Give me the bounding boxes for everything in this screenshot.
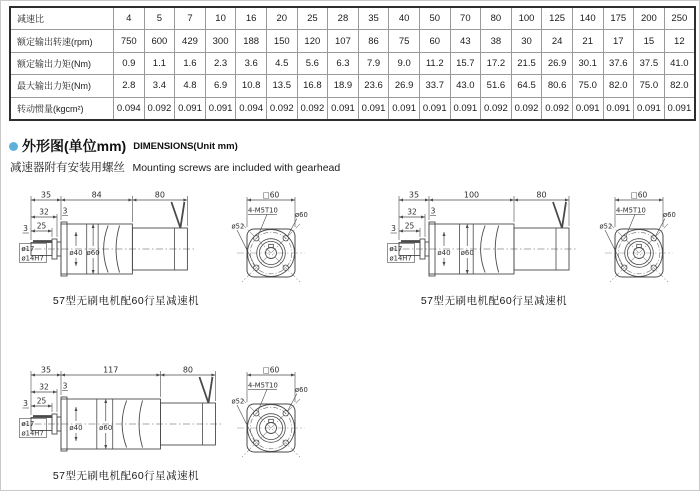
spec-row-label: 额定输出力矩(Nm) <box>10 52 114 74</box>
front-view-drawing <box>231 362 321 487</box>
dim-label: 3 <box>62 381 68 391</box>
dim-label: ø14H7 <box>389 254 412 263</box>
spec-cell: 250 <box>664 7 695 30</box>
spec-row-label: 减速比 <box>10 7 114 30</box>
spec-cell: 75 <box>389 30 420 52</box>
dim-label: 80 <box>154 190 165 200</box>
dim-label: 35 <box>40 365 52 375</box>
spec-cell: 43 <box>450 30 481 52</box>
dim-label: □60 <box>630 190 648 200</box>
spec-cell: 1.6 <box>175 52 206 74</box>
spec-cell: 64.5 <box>511 75 542 97</box>
spec-cell: 26.9 <box>389 75 420 97</box>
drawing-block-3 <box>19 362 321 490</box>
spec-cell: 21 <box>572 30 603 52</box>
spec-cell: 33.7 <box>419 75 450 97</box>
spec-cell: 0.091 <box>175 97 206 120</box>
spec-table-body <box>10 7 695 120</box>
section-note-cn: 减速器附有安装用螺丝 <box>10 162 125 174</box>
spec-cell: 150 <box>266 30 297 52</box>
spec-cell: 0.092 <box>144 97 175 120</box>
spec-row-label: 额定输出转速(rpm) <box>10 30 114 52</box>
spec-cell: 40 <box>389 7 420 30</box>
spec-cell: 80 <box>481 7 512 30</box>
table-row <box>10 75 695 97</box>
dim-label: 4-M5T10 <box>248 206 278 215</box>
spec-cell: 0.091 <box>419 97 450 120</box>
spec-cell: 100 <box>511 7 542 30</box>
spec-cell: 6.9 <box>205 75 236 97</box>
dim-label: 32 <box>39 382 49 392</box>
spec-cell: 10 <box>205 7 236 30</box>
spec-table <box>9 6 696 121</box>
spec-cell: 0.092 <box>542 97 573 120</box>
dim-label: ø14H7 <box>21 254 44 263</box>
spec-cell: 9.0 <box>389 52 420 74</box>
spec-cell: 23.6 <box>358 75 389 97</box>
spec-cell: 28 <box>328 7 359 30</box>
table-row <box>10 52 695 74</box>
spec-cell: 120 <box>297 30 328 52</box>
spec-cell: 3.6 <box>236 52 267 74</box>
spec-cell: 0.091 <box>389 97 420 120</box>
spec-cell: 0.094 <box>236 97 267 120</box>
dim-label: ø60 <box>460 249 474 257</box>
drawing-block-1 <box>19 187 321 315</box>
dim-label: 3 <box>23 224 28 233</box>
spec-cell: 16 <box>236 7 267 30</box>
spec-cell: 16.8 <box>297 75 328 97</box>
dim-label: □60 <box>262 190 280 200</box>
spec-cell: 7.9 <box>358 52 389 74</box>
spec-cell: 0.091 <box>205 97 236 120</box>
dim-label: ø17 <box>21 245 35 253</box>
dim-label: ø60 <box>295 211 308 219</box>
spec-cell: 12 <box>664 30 695 52</box>
dim-label: ø52 <box>599 222 613 231</box>
drawing-caption: 57型无刷电机配60行星减速机 <box>420 295 568 307</box>
spec-cell: 30 <box>511 30 542 52</box>
bullet-icon <box>9 142 18 151</box>
spec-cell: 18.9 <box>328 75 359 97</box>
spec-cell: 24 <box>542 30 573 52</box>
spec-cell: 188 <box>236 30 267 52</box>
dim-label: ø40 <box>69 249 83 257</box>
dim-label: 100 <box>463 190 480 200</box>
spec-cell: 82.0 <box>603 75 634 97</box>
dim-label: ø40 <box>69 424 83 432</box>
spec-cell: 0.091 <box>572 97 603 120</box>
section-note-row <box>10 158 340 176</box>
spec-cell: 80.6 <box>542 75 573 97</box>
spec-cell: 2.3 <box>205 52 236 74</box>
spec-cell: 200 <box>634 7 665 30</box>
dim-label: ø60 <box>295 386 308 394</box>
dim-label: 3 <box>62 206 68 216</box>
dimensions-section-header <box>9 136 340 176</box>
dim-label: ø14H7 <box>21 429 44 438</box>
spec-cell: 75.0 <box>634 75 665 97</box>
dim-label: 25 <box>36 221 47 231</box>
spec-cell: 82.0 <box>664 75 695 97</box>
spec-cell: 0.9 <box>114 52 145 74</box>
section-title-cn: 外形图(单位mm) <box>22 138 127 154</box>
spec-cell: 13.5 <box>266 75 297 97</box>
spec-cell: 0.092 <box>266 97 297 120</box>
spec-cell: 17 <box>603 30 634 52</box>
spec-cell: 25 <box>297 7 328 30</box>
spec-cell: 0.091 <box>328 97 359 120</box>
spec-cell: 175 <box>603 7 634 30</box>
spec-cell: 86 <box>358 30 389 52</box>
section-note-en: Mounting screws are included with gearhead <box>132 162 341 174</box>
dim-label: 3 <box>23 399 28 408</box>
spec-cell: 10.8 <box>236 75 267 97</box>
spec-cell: 41.0 <box>664 52 695 74</box>
dim-label: ø17 <box>389 245 403 253</box>
dim-label: 3 <box>430 206 436 216</box>
spec-cell: 300 <box>205 30 236 52</box>
dim-label: 32 <box>39 207 49 217</box>
dim-label: □60 <box>262 365 280 375</box>
spec-cell: 0.092 <box>511 97 542 120</box>
spec-cell: 15 <box>634 30 665 52</box>
spec-cell: 6.3 <box>328 52 359 74</box>
spec-cell: 38 <box>481 30 512 52</box>
dim-label: ø40 <box>437 249 451 257</box>
dim-label: 84 <box>91 190 102 200</box>
spec-cell: 11.2 <box>419 52 450 74</box>
dim-label: 25 <box>36 396 47 406</box>
dim-label: 80 <box>182 365 194 375</box>
spec-cell: 4.5 <box>266 52 297 74</box>
spec-cell: 35 <box>358 7 389 30</box>
spec-cell: 51.6 <box>481 75 512 97</box>
spec-cell: 37.5 <box>634 52 665 74</box>
spec-cell: 75.0 <box>572 75 603 97</box>
spec-cell: 37.6 <box>603 52 634 74</box>
spec-cell: 50 <box>419 7 450 30</box>
spec-cell: 0.094 <box>114 97 145 120</box>
spec-cell: 4.8 <box>175 75 206 97</box>
dim-label: 117 <box>103 365 119 375</box>
dim-label: ø60 <box>86 249 100 257</box>
spec-cell: 107 <box>328 30 359 52</box>
front-view-drawing <box>599 187 689 312</box>
dim-label: 25 <box>404 221 415 231</box>
spec-cell: 0.091 <box>634 97 665 120</box>
spec-cell: 140 <box>572 7 603 30</box>
spec-cell: 600 <box>144 30 175 52</box>
spec-row-label: 转动惯量(kgcm²) <box>10 97 114 120</box>
spec-cell: 0.091 <box>450 97 481 120</box>
drawing-block-2 <box>387 187 689 315</box>
spec-cell: 5.6 <box>297 52 328 74</box>
dim-label: 4-M5T10 <box>616 206 646 215</box>
dim-label: ø52 <box>231 222 245 231</box>
drawing-caption: 57型无刷电机配60行星减速机 <box>52 470 200 482</box>
dim-label: ø60 <box>99 424 113 432</box>
spec-cell: 15.7 <box>450 52 481 74</box>
spec-cell: 1.1 <box>144 52 175 74</box>
section-title-en: DIMENSIONS(Unit mm) <box>133 140 238 152</box>
drawing-caption: 57型无刷电机配60行星减速机 <box>52 295 200 307</box>
spec-cell: 0.092 <box>481 97 512 120</box>
spec-cell: 0.092 <box>297 97 328 120</box>
spec-cell: 30.1 <box>572 52 603 74</box>
spec-cell: 0.091 <box>664 97 695 120</box>
spec-cell: 43.0 <box>450 75 481 97</box>
front-view-drawing <box>231 187 321 312</box>
spec-cell: 5 <box>144 7 175 30</box>
spec-cell: 7 <box>175 7 206 30</box>
spec-row-label: 最大输出力矩(Nm) <box>10 75 114 97</box>
spec-cell: 60 <box>419 30 450 52</box>
dim-label: ø17 <box>21 420 35 428</box>
spec-cell: 21.5 <box>511 52 542 74</box>
spec-cell: 3.4 <box>144 75 175 97</box>
spec-cell: 26.9 <box>542 52 573 74</box>
table-row <box>10 97 695 120</box>
dim-label: 35 <box>40 190 52 200</box>
dim-label: 80 <box>536 190 547 200</box>
spec-cell: 70 <box>450 7 481 30</box>
dim-label: 35 <box>408 190 420 200</box>
spec-cell: 4 <box>114 7 145 30</box>
dim-label: 4-M5T10 <box>248 381 278 390</box>
spec-cell: 429 <box>175 30 206 52</box>
spec-cell: 125 <box>542 7 573 30</box>
dim-label: 32 <box>407 207 417 217</box>
spec-cell: 2.8 <box>114 75 145 97</box>
table-row <box>10 7 695 30</box>
spec-cell: 750 <box>114 30 145 52</box>
dim-label: 3 <box>391 224 396 233</box>
spec-cell: 20 <box>266 7 297 30</box>
spec-cell: 0.091 <box>603 97 634 120</box>
spec-cell: 17.2 <box>481 52 512 74</box>
dim-label: ø52 <box>231 397 245 406</box>
spec-cell: 0.091 <box>358 97 389 120</box>
section-title-row <box>9 136 340 156</box>
table-row <box>10 30 695 52</box>
dim-label: ø60 <box>663 211 676 219</box>
